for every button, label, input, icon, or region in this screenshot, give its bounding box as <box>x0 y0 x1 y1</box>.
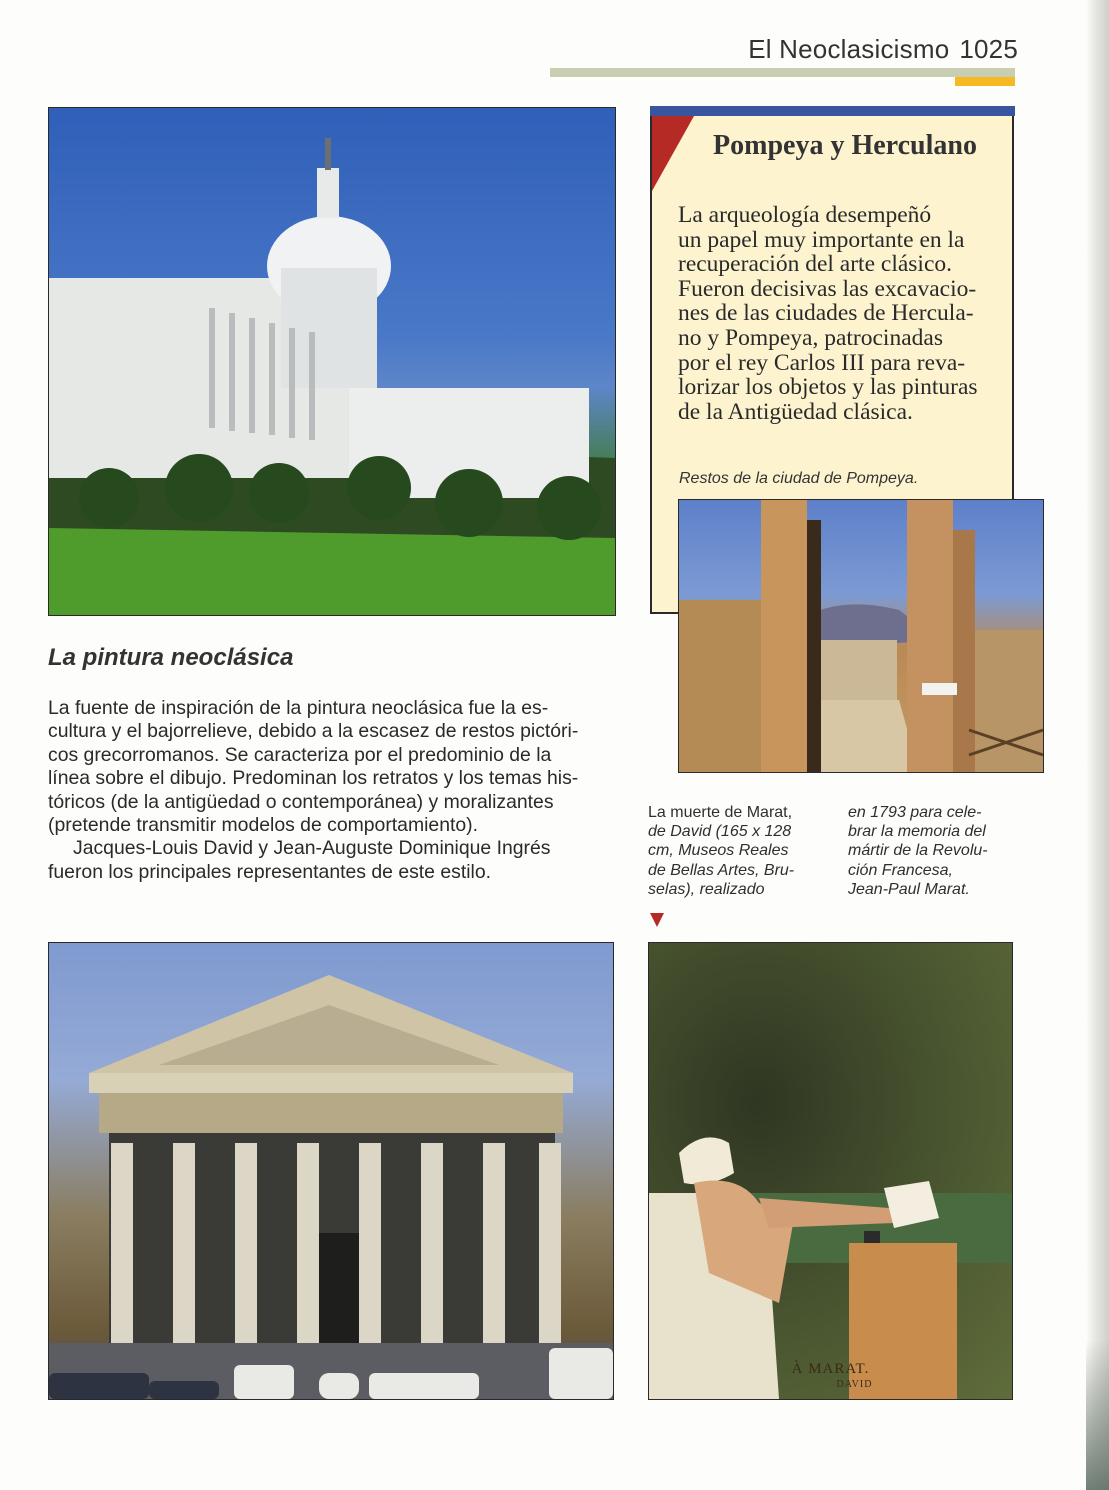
sidebar-line: lorizar los objetos y las pinturas <box>678 374 978 401</box>
marat-caption-left <box>648 803 823 899</box>
painting-signature: DAVID <box>836 1379 873 1390</box>
paragraph-line: fueron los principales representantes de este estilo. <box>48 860 492 883</box>
paragraph-line: línea sobre el dibujo. Predominan los retratos y los temas his- <box>48 767 579 790</box>
caption-pointer-triangle-icon <box>650 913 664 927</box>
caption-line: ción Francesa, <box>848 861 953 879</box>
paragraph-line: tóricos (de la antigüedad o contemporánea) y moralizantes <box>48 790 554 813</box>
sidebar-line: Fueron decisivas las excavacio- <box>678 275 977 302</box>
caption-line: selas), realizado <box>648 880 765 898</box>
painting-inscription: À MARAT. <box>791 1361 870 1377</box>
paragraph-line: La fuente de inspiración de la pintura neoclásica fue la es- <box>48 697 549 719</box>
sidebar-box-top-bar <box>650 106 1015 116</box>
sidebar-line: un papel muy importante en la <box>678 226 965 253</box>
sidebar-line: nes de las ciudades de Hercula- <box>678 300 974 327</box>
photo-us-capitol <box>48 107 616 616</box>
sidebar-line: no y Pompeya, patrocinadas <box>678 324 943 351</box>
pompeii-photo-caption: Restos de la ciudad de Pompeya. <box>679 470 919 487</box>
page-edge-shadow <box>1086 1340 1109 1490</box>
paragraph-line: cos grecorromanos. Se caracteriza por el predominio de la <box>48 743 552 766</box>
caption-line: brar la memoria del <box>848 823 986 841</box>
paragraph-line: cultura y el bajorrelieve, debido a la escasez de restos pictóri- <box>48 720 579 743</box>
chapter-title: El Neoclasicismo <box>748 34 950 64</box>
marat-illustration <box>649 943 1012 1399</box>
caption-line: cm, Museos Reales <box>648 842 789 860</box>
paragraph-line: Jacques-Louis David y Jean-Auguste Dominique Ingrés <box>73 837 551 860</box>
page-number: 1025 <box>959 34 1018 64</box>
photo-la-madeleine <box>48 942 614 1400</box>
section-paragraph <box>48 697 618 884</box>
painting-death-of-marat <box>648 942 1013 1400</box>
page-spine-shadow <box>1086 0 1109 1490</box>
paragraph-line: (pretende transmitir modelos de comportamiento). <box>48 814 479 837</box>
sidebar-line: por el rey Carlos III para reva- <box>678 349 966 376</box>
sidebar-line: de la Antigüedad clásica. <box>678 398 913 425</box>
caption-line: en 1793 para cele- <box>848 804 982 821</box>
header-accent-bar <box>955 77 1015 86</box>
header-rule <box>550 68 1015 77</box>
sidebar-box-title: Pompeya y Herculano <box>713 130 977 161</box>
sidebar-box-corner-accent <box>652 116 694 191</box>
caption-line: La muerte de Marat, <box>648 804 793 821</box>
caption-line: de Bellas Artes, Bru- <box>648 861 795 879</box>
caption-line: de David (165 x 128 <box>648 823 792 841</box>
photo-pompeii-ruins <box>678 499 1044 773</box>
running-head <box>700 34 1018 65</box>
caption-line: Jean-Paul Marat. <box>848 880 970 898</box>
sidebar-line: recuperación del arte clásico. <box>678 251 953 278</box>
caption-line: mártir de la Revolu- <box>848 842 988 860</box>
sidebar-line: La arqueología desempeñó <box>678 202 932 228</box>
pompeii-illustration <box>679 500 1043 772</box>
capitol-illustration <box>49 108 615 615</box>
madeleine-illustration <box>49 943 613 1399</box>
section-title: La pintura neoclásica <box>48 644 294 671</box>
marat-caption-right <box>848 803 1023 899</box>
sidebar-box-body <box>678 203 1008 424</box>
